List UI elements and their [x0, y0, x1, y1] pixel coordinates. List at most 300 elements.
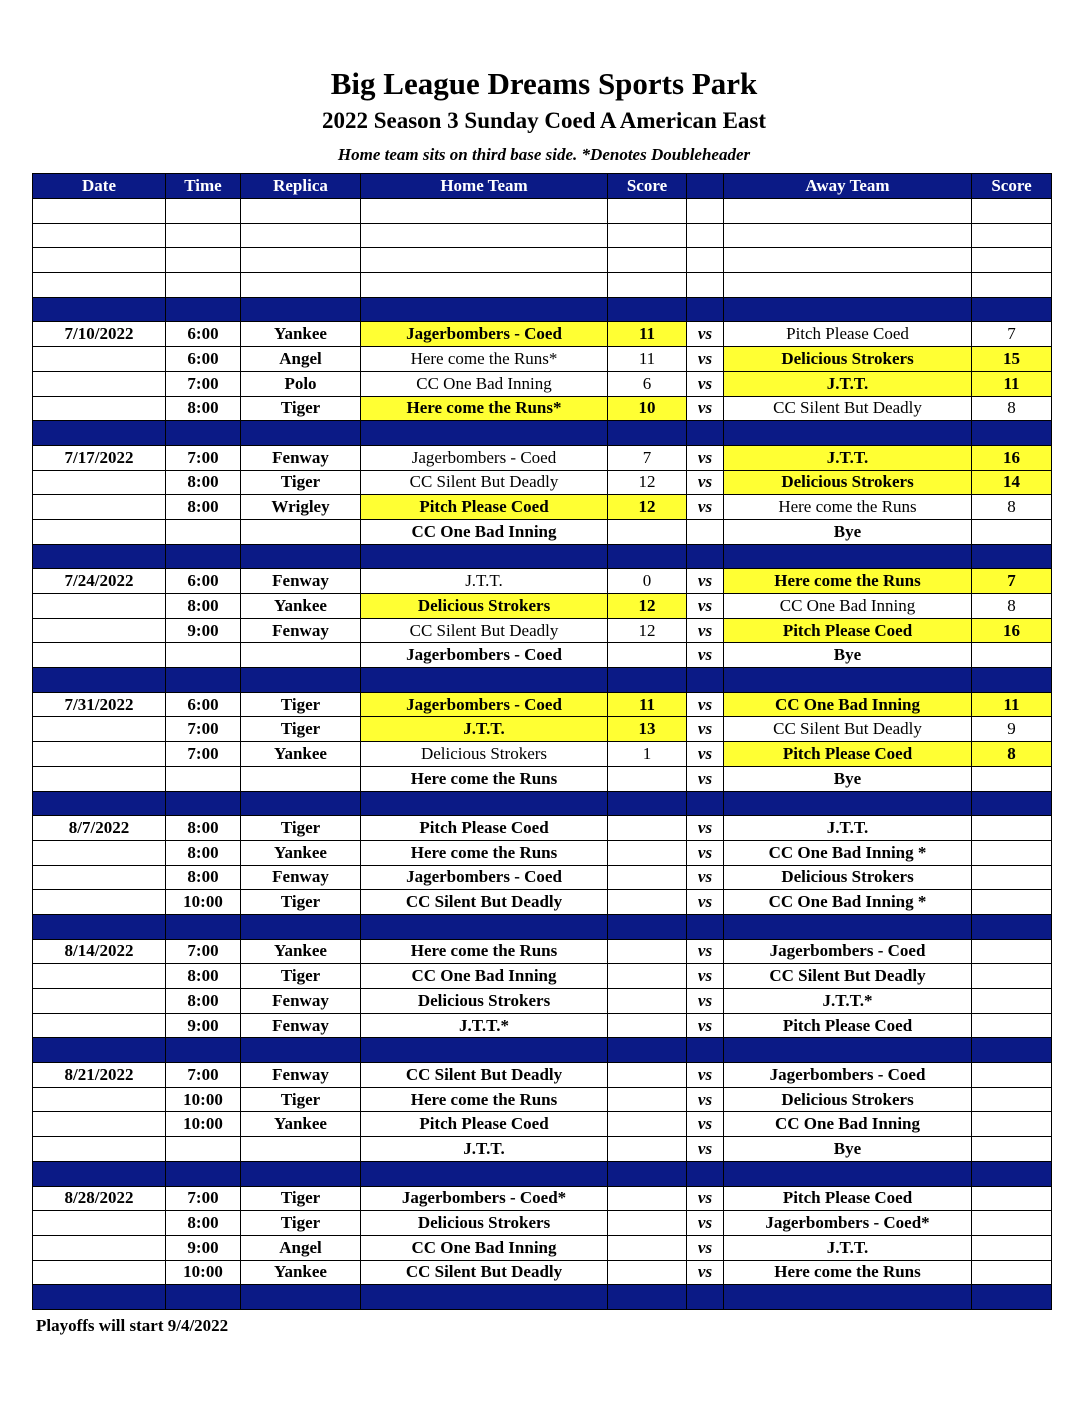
home-team-cell: [361, 223, 608, 248]
away-score-cell: [972, 1235, 1052, 1260]
home-team-cell: Jagerbombers - Coed: [361, 643, 608, 668]
away-score-cell: [972, 766, 1052, 791]
away-score-cell: 8: [972, 594, 1052, 619]
blank-row: [33, 223, 1052, 248]
game-row: [33, 1137, 1052, 1162]
home-score-cell: 1: [608, 742, 687, 767]
game-row: [33, 766, 1052, 791]
week-separator-row: [33, 1285, 1052, 1310]
home-score-cell: [608, 1260, 687, 1285]
home-team-cell: Delicious Strokers: [361, 594, 608, 619]
away-score-cell: [972, 1186, 1052, 1211]
away-score-cell: [972, 840, 1052, 865]
away-score-cell: [972, 1211, 1052, 1236]
home-score-cell: [608, 668, 687, 693]
home-score-cell: [608, 1186, 687, 1211]
away-team-cell: Bye: [724, 766, 972, 791]
away-score-cell: [972, 273, 1052, 298]
away-score-cell: [972, 1161, 1052, 1186]
home-score-cell: [608, 791, 687, 816]
blank-row: [33, 199, 1052, 224]
home-score-cell: [608, 1235, 687, 1260]
away-team-cell: J.T.T.*: [724, 989, 972, 1014]
game-row: [33, 322, 1052, 347]
home-team-cell: Jagerbombers - Coed: [361, 322, 608, 347]
home-team-cell: CC Silent But Deadly: [361, 1260, 608, 1285]
vs-cell: vs: [687, 594, 724, 619]
vs-cell: [687, 544, 724, 569]
replica-cell: [241, 273, 361, 298]
replica-cell: Yankee: [241, 840, 361, 865]
home-team-cell: [361, 248, 608, 273]
replica-cell: [241, 297, 361, 322]
away-score-cell: 8: [972, 495, 1052, 520]
col-away-score: Score: [972, 174, 1052, 199]
home-team-cell: Here come the Runs: [361, 840, 608, 865]
away-team-cell: Jagerbombers - Coed*: [724, 1211, 972, 1236]
away-score-cell: [972, 964, 1052, 989]
vs-cell: vs: [687, 1186, 724, 1211]
home-team-cell: [361, 914, 608, 939]
away-score-cell: [972, 1013, 1052, 1038]
game-row: [33, 840, 1052, 865]
replica-cell: Angel: [241, 347, 361, 372]
home-score-cell: [608, 297, 687, 322]
away-team-cell: Pitch Please Coed: [724, 618, 972, 643]
time-cell: 6:00: [166, 692, 241, 717]
game-row: [33, 445, 1052, 470]
col-date: Date: [33, 174, 166, 199]
vs-cell: [687, 791, 724, 816]
time-cell: 9:00: [166, 1235, 241, 1260]
week-separator-row: [33, 421, 1052, 446]
away-team-cell: CC One Bad Inning: [724, 1112, 972, 1137]
game-row: [33, 717, 1052, 742]
home-team-cell: [361, 791, 608, 816]
week-separator-row: [33, 1038, 1052, 1063]
time-cell: [166, 1137, 241, 1162]
away-score-cell: 8: [972, 396, 1052, 421]
home-team-cell: [361, 273, 608, 298]
game-row: [33, 1186, 1052, 1211]
page-note: Home team sits on third base side. *Denotes Doubleheader: [337, 145, 751, 164]
home-team-cell: Here come the Runs: [361, 1087, 608, 1112]
replica-cell: Tiger: [241, 890, 361, 915]
time-cell: 8:00: [166, 989, 241, 1014]
home-score-cell: [608, 1087, 687, 1112]
game-row: [33, 1013, 1052, 1038]
away-score-cell: 7: [972, 322, 1052, 347]
game-row: [33, 1260, 1052, 1285]
away-score-cell: [972, 914, 1052, 939]
home-score-cell: [608, 1285, 687, 1310]
week-separator-row: [33, 914, 1052, 939]
date-cell: [33, 964, 166, 989]
date-cell: [33, 1260, 166, 1285]
away-team-cell: CC One Bad Inning *: [724, 890, 972, 915]
game-row: [33, 692, 1052, 717]
away-score-cell: [972, 248, 1052, 273]
vs-cell: vs: [687, 569, 724, 594]
vs-cell: vs: [687, 1087, 724, 1112]
date-cell: [33, 1285, 166, 1310]
home-score-cell: [608, 1211, 687, 1236]
date-cell: [33, 1161, 166, 1186]
game-row: [33, 396, 1052, 421]
away-team-cell: CC One Bad Inning *: [724, 840, 972, 865]
away-team-cell: Delicious Strokers: [724, 1087, 972, 1112]
away-team-cell: [724, 791, 972, 816]
replica-cell: Fenway: [241, 1013, 361, 1038]
home-score-cell: 12: [608, 594, 687, 619]
date-cell: [33, 347, 166, 372]
home-team-cell: Pitch Please Coed: [361, 1112, 608, 1137]
time-cell: [166, 791, 241, 816]
vs-cell: vs: [687, 742, 724, 767]
game-row: [33, 939, 1052, 964]
vs-cell: [687, 199, 724, 224]
game-row: [33, 816, 1052, 841]
date-cell: [33, 914, 166, 939]
game-row: [33, 643, 1052, 668]
footer-note: Playoffs will start 9/4/2022: [36, 1316, 229, 1335]
vs-cell: vs: [687, 766, 724, 791]
vs-cell: vs: [687, 1211, 724, 1236]
away-team-cell: [724, 668, 972, 693]
home-team-cell: Jagerbombers - Coed: [361, 692, 608, 717]
replica-cell: [241, 519, 361, 544]
vs-cell: vs: [687, 347, 724, 372]
replica-cell: Yankee: [241, 594, 361, 619]
away-team-cell: Delicious Strokers: [724, 865, 972, 890]
date-cell: [33, 989, 166, 1014]
game-row: [33, 569, 1052, 594]
away-team-cell: Here come the Runs: [724, 495, 972, 520]
replica-cell: [241, 1038, 361, 1063]
home-score-cell: [608, 1161, 687, 1186]
away-team-cell: Here come the Runs: [724, 1260, 972, 1285]
vs-cell: vs: [687, 1260, 724, 1285]
vs-cell: vs: [687, 371, 724, 396]
home-score-cell: [608, 421, 687, 446]
home-team-cell: [361, 421, 608, 446]
home-team-cell: Delicious Strokers: [361, 1211, 608, 1236]
away-score-cell: [972, 668, 1052, 693]
home-team-cell: [361, 199, 608, 224]
away-team-cell: CC One Bad Inning: [724, 692, 972, 717]
home-team-cell: Here come the Runs: [361, 939, 608, 964]
time-cell: 8:00: [166, 470, 241, 495]
home-score-cell: 10: [608, 396, 687, 421]
away-team-cell: J.T.T.: [724, 1235, 972, 1260]
date-cell: [33, 717, 166, 742]
time-cell: [166, 1038, 241, 1063]
vs-cell: vs: [687, 322, 724, 347]
game-row: [33, 1087, 1052, 1112]
vs-cell: [687, 273, 724, 298]
time-cell: 10:00: [166, 1087, 241, 1112]
time-cell: 10:00: [166, 1112, 241, 1137]
away-score-cell: [972, 791, 1052, 816]
replica-cell: Fenway: [241, 865, 361, 890]
away-score-cell: 14: [972, 470, 1052, 495]
date-cell: [33, 199, 166, 224]
blank-row: [33, 248, 1052, 273]
away-score-cell: 16: [972, 445, 1052, 470]
time-cell: [166, 199, 241, 224]
time-cell: 7:00: [166, 1186, 241, 1211]
away-team-cell: J.T.T.: [724, 371, 972, 396]
vs-cell: vs: [687, 939, 724, 964]
time-cell: [166, 223, 241, 248]
home-team-cell: CC Silent But Deadly: [361, 470, 608, 495]
vs-cell: vs: [687, 445, 724, 470]
away-score-cell: [972, 199, 1052, 224]
time-cell: 10:00: [166, 1260, 241, 1285]
vs-cell: vs: [687, 816, 724, 841]
home-score-cell: 11: [608, 322, 687, 347]
date-cell: [33, 273, 166, 298]
home-team-cell: CC One Bad Inning: [361, 1235, 608, 1260]
time-cell: 8:00: [166, 865, 241, 890]
time-cell: 7:00: [166, 939, 241, 964]
time-cell: 7:00: [166, 445, 241, 470]
home-score-cell: [608, 964, 687, 989]
replica-cell: [241, 914, 361, 939]
replica-cell: Angel: [241, 1235, 361, 1260]
time-cell: [166, 519, 241, 544]
game-row: [33, 1112, 1052, 1137]
replica-cell: Fenway: [241, 618, 361, 643]
away-team-cell: J.T.T.: [724, 816, 972, 841]
home-score-cell: [608, 1112, 687, 1137]
home-score-cell: 11: [608, 692, 687, 717]
home-score-cell: 12: [608, 470, 687, 495]
home-team-cell: Pitch Please Coed: [361, 816, 608, 841]
replica-cell: Fenway: [241, 445, 361, 470]
home-team-cell: [361, 1285, 608, 1310]
time-cell: [166, 643, 241, 668]
time-cell: 6:00: [166, 322, 241, 347]
away-score-cell: [972, 1285, 1052, 1310]
home-team-cell: J.T.T.: [361, 569, 608, 594]
replica-cell: [241, 643, 361, 668]
replica-cell: Fenway: [241, 1063, 361, 1088]
replica-cell: Yankee: [241, 742, 361, 767]
time-cell: 8:00: [166, 964, 241, 989]
vs-cell: vs: [687, 890, 724, 915]
vs-cell: [687, 1161, 724, 1186]
vs-cell: [687, 1285, 724, 1310]
away-team-cell: [724, 297, 972, 322]
date-cell: [33, 1211, 166, 1236]
away-score-cell: [972, 1112, 1052, 1137]
away-score-cell: 8: [972, 742, 1052, 767]
vs-cell: vs: [687, 964, 724, 989]
home-score-cell: [608, 766, 687, 791]
home-score-cell: [608, 890, 687, 915]
game-row: [33, 347, 1052, 372]
time-cell: 10:00: [166, 890, 241, 915]
away-team-cell: [724, 914, 972, 939]
away-team-cell: Bye: [724, 643, 972, 668]
time-cell: [166, 914, 241, 939]
away-score-cell: 11: [972, 692, 1052, 717]
home-team-cell: Jagerbombers - Coed*: [361, 1186, 608, 1211]
game-row: [33, 618, 1052, 643]
home-team-cell: Here come the Runs: [361, 766, 608, 791]
away-team-cell: [724, 199, 972, 224]
time-cell: 9:00: [166, 1013, 241, 1038]
away-score-cell: [972, 865, 1052, 890]
home-score-cell: 7: [608, 445, 687, 470]
time-cell: [166, 1285, 241, 1310]
vs-cell: [687, 297, 724, 322]
away-score-cell: [972, 223, 1052, 248]
date-cell: 7/31/2022: [33, 692, 166, 717]
date-cell: [33, 544, 166, 569]
time-cell: 6:00: [166, 347, 241, 372]
away-team-cell: Pitch Please Coed: [724, 742, 972, 767]
time-cell: [166, 1161, 241, 1186]
time-cell: 8:00: [166, 816, 241, 841]
week-separator-row: [33, 1161, 1052, 1186]
replica-cell: Tiger: [241, 470, 361, 495]
away-team-cell: [724, 273, 972, 298]
schedule-table: [32, 173, 1052, 1310]
replica-cell: [241, 544, 361, 569]
vs-cell: [687, 248, 724, 273]
home-team-cell: Here come the Runs*: [361, 347, 608, 372]
away-team-cell: [724, 1161, 972, 1186]
home-team-cell: J.T.T.*: [361, 1013, 608, 1038]
away-team-cell: CC Silent But Deadly: [724, 396, 972, 421]
replica-cell: [241, 1161, 361, 1186]
away-team-cell: [724, 248, 972, 273]
col-home-team: Home Team: [361, 174, 608, 199]
col-home-score: Score: [608, 174, 687, 199]
away-score-cell: 15: [972, 347, 1052, 372]
home-score-cell: [608, 914, 687, 939]
away-team-cell: CC Silent But Deadly: [724, 717, 972, 742]
away-score-cell: 7: [972, 569, 1052, 594]
date-cell: [33, 470, 166, 495]
away-score-cell: [972, 643, 1052, 668]
replica-cell: [241, 223, 361, 248]
vs-cell: vs: [687, 1013, 724, 1038]
vs-cell: vs: [687, 840, 724, 865]
game-row: [33, 1063, 1052, 1088]
time-cell: 8:00: [166, 396, 241, 421]
week-separator-row: [33, 668, 1052, 693]
away-score-cell: [972, 297, 1052, 322]
away-team-cell: Pitch Please Coed: [724, 1186, 972, 1211]
home-team-cell: J.T.T.: [361, 717, 608, 742]
away-score-cell: 9: [972, 717, 1052, 742]
date-cell: [33, 248, 166, 273]
home-team-cell: CC One Bad Inning: [361, 519, 608, 544]
week-separator-row: [33, 297, 1052, 322]
vs-cell: [687, 668, 724, 693]
date-cell: [33, 742, 166, 767]
home-score-cell: 6: [608, 371, 687, 396]
date-cell: [33, 668, 166, 693]
home-team-cell: CC Silent But Deadly: [361, 618, 608, 643]
home-team-cell: CC One Bad Inning: [361, 964, 608, 989]
time-cell: 7:00: [166, 717, 241, 742]
replica-cell: Fenway: [241, 989, 361, 1014]
date-cell: [33, 766, 166, 791]
date-cell: 7/17/2022: [33, 445, 166, 470]
home-team-cell: Delicious Strokers: [361, 742, 608, 767]
home-team-cell: [361, 297, 608, 322]
home-score-cell: [608, 1137, 687, 1162]
replica-cell: Yankee: [241, 1112, 361, 1137]
date-cell: [33, 1038, 166, 1063]
replica-cell: Tiger: [241, 1211, 361, 1236]
date-cell: [33, 865, 166, 890]
week-separator-row: [33, 791, 1052, 816]
away-team-cell: [724, 1038, 972, 1063]
time-cell: 7:00: [166, 742, 241, 767]
date-cell: [33, 495, 166, 520]
vs-cell: vs: [687, 692, 724, 717]
home-score-cell: [608, 544, 687, 569]
replica-cell: [241, 766, 361, 791]
home-score-cell: 13: [608, 717, 687, 742]
date-cell: [33, 840, 166, 865]
away-score-cell: [972, 989, 1052, 1014]
date-cell: [33, 223, 166, 248]
home-score-cell: [608, 199, 687, 224]
replica-cell: Tiger: [241, 1087, 361, 1112]
home-score-cell: 0: [608, 569, 687, 594]
away-team-cell: Delicious Strokers: [724, 347, 972, 372]
date-cell: 8/7/2022: [33, 816, 166, 841]
away-team-cell: [724, 223, 972, 248]
time-cell: [166, 668, 241, 693]
replica-cell: Tiger: [241, 717, 361, 742]
home-team-cell: Delicious Strokers: [361, 989, 608, 1014]
vs-cell: vs: [687, 865, 724, 890]
page-subtitle: 2022 Season 3 Sunday Coed A American East: [321, 108, 767, 133]
away-score-cell: [972, 1260, 1052, 1285]
away-team-cell: [724, 544, 972, 569]
vs-cell: vs: [687, 495, 724, 520]
home-score-cell: [608, 519, 687, 544]
time-cell: [166, 544, 241, 569]
home-score-cell: [608, 643, 687, 668]
away-score-cell: [972, 1063, 1052, 1088]
date-cell: [33, 618, 166, 643]
replica-cell: Tiger: [241, 692, 361, 717]
home-score-cell: [608, 223, 687, 248]
time-cell: 8:00: [166, 594, 241, 619]
date-cell: [33, 297, 166, 322]
home-team-cell: [361, 1161, 608, 1186]
replica-cell: [241, 421, 361, 446]
vs-cell: vs: [687, 396, 724, 421]
time-cell: 6:00: [166, 569, 241, 594]
date-cell: [33, 1235, 166, 1260]
home-team-cell: CC One Bad Inning: [361, 371, 608, 396]
home-team-cell: [361, 668, 608, 693]
date-cell: 8/21/2022: [33, 1063, 166, 1088]
time-cell: 8:00: [166, 495, 241, 520]
date-cell: [33, 519, 166, 544]
home-team-cell: CC Silent But Deadly: [361, 890, 608, 915]
replica-cell: Polo: [241, 371, 361, 396]
